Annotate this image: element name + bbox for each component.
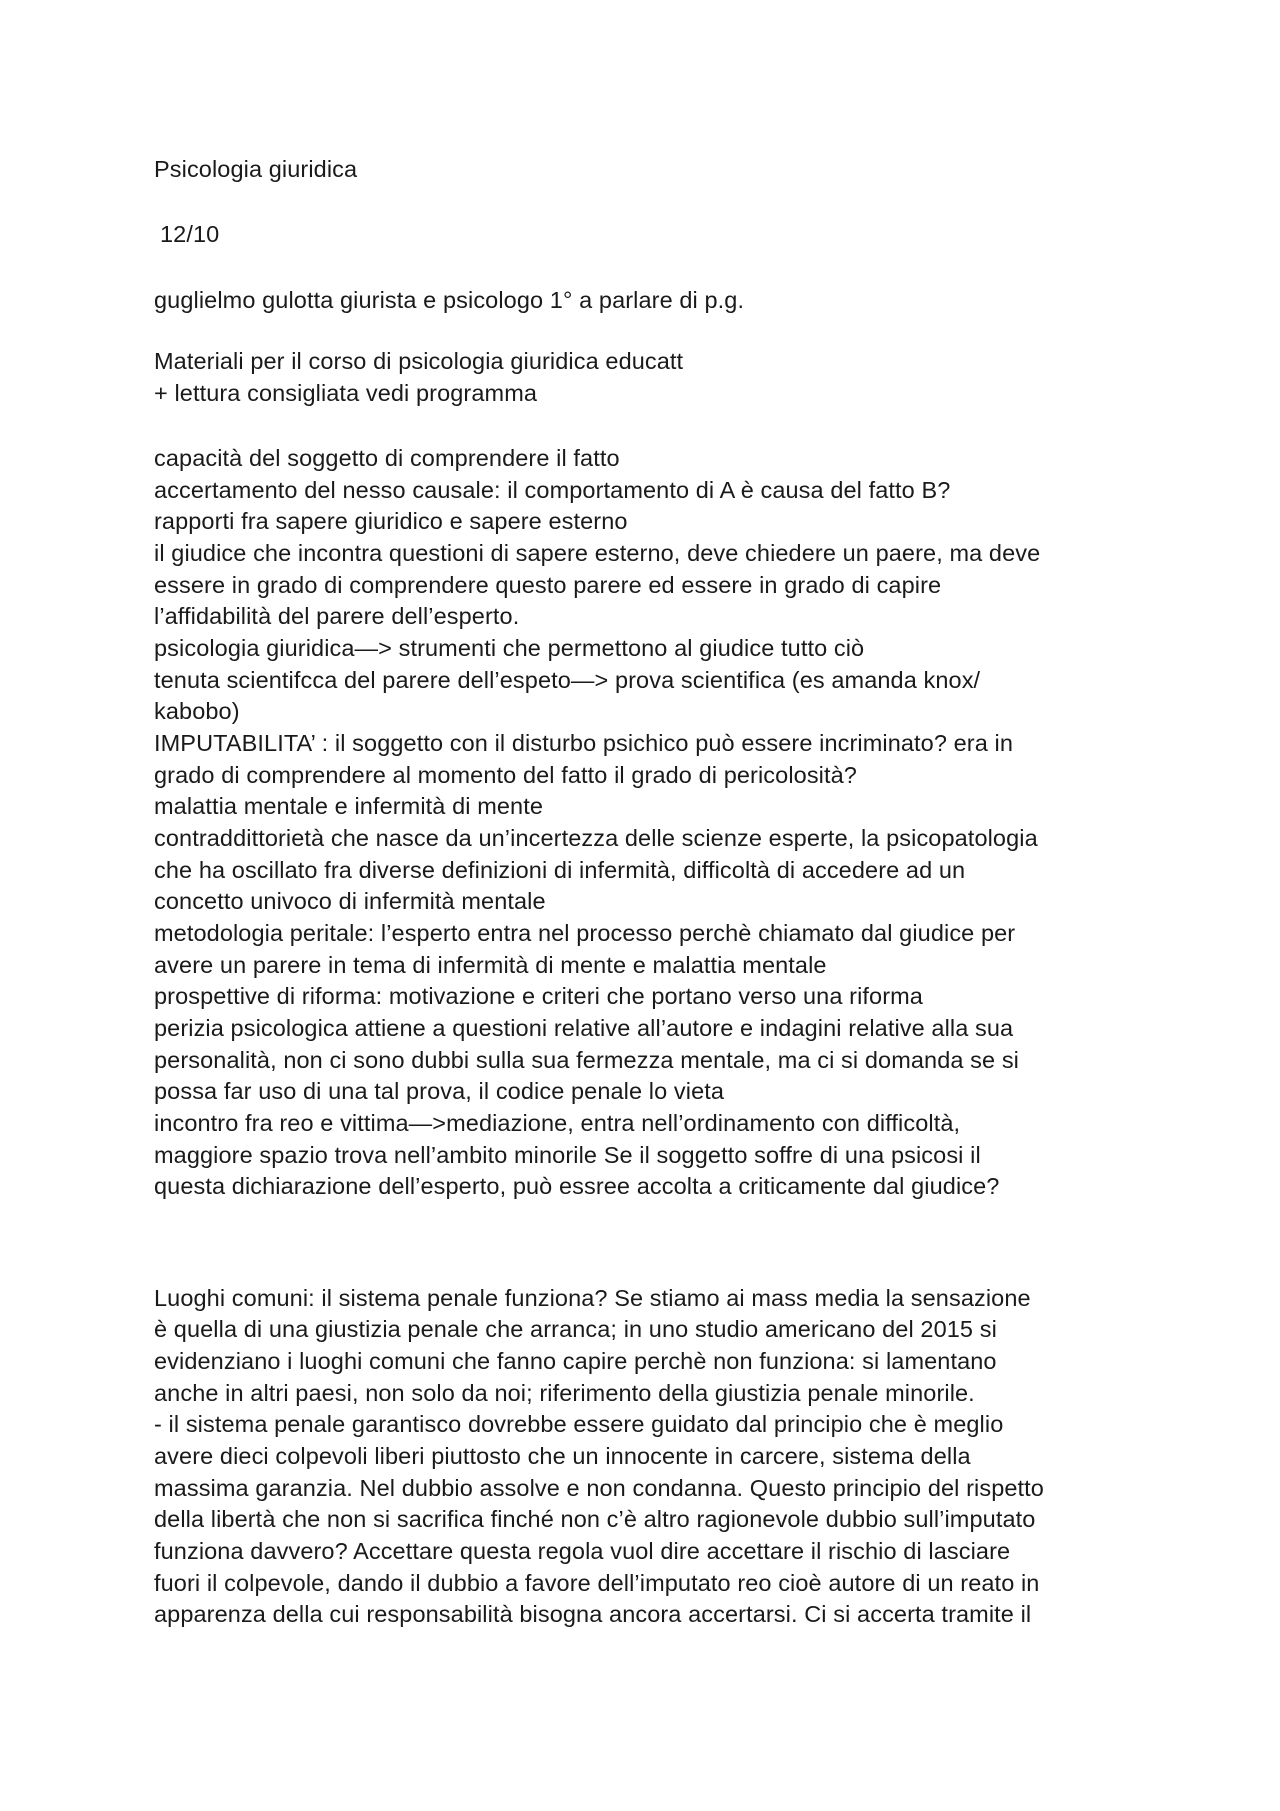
intro-line: guglielmo gulotta giurista e psicologo 1° a parlare di p.g. bbox=[154, 287, 745, 313]
materials-line: Materiali per il corso di psicologia giuridica educatt bbox=[154, 348, 684, 374]
notes-line: apparenza della cui responsabilità bisogna ancora accertarsi. Ci si accerta tramite il bbox=[154, 1601, 1032, 1627]
notes-line: tenuta scientifcca del parere dell’espeto—> prova scientifica (es amanda knox/ bbox=[154, 667, 981, 693]
notes-line: questa dichiarazione dell’esperto, può essree accolta a criticamente dal giudice? bbox=[154, 1173, 1000, 1199]
notes-line: metodologia peritale: l’esperto entra nel processo perchè chiamato dal giudice per bbox=[154, 920, 1016, 946]
notes-line: avere un parere in tema di infermità di mente e malattia mentale bbox=[154, 952, 827, 978]
notes-line: psicologia giuridica—> strumenti che permettono al giudice tutto ciò bbox=[154, 635, 865, 661]
notes-line: della libertà che non si sacrifica finché non c’è altro ragionevole dubbio sull’imputato bbox=[154, 1506, 1036, 1532]
notes-line: IMPUTABILITA’ : il soggetto con il disturbo psichico può essere incriminato? era in bbox=[154, 730, 1014, 756]
notes-line: funziona davvero? Accettare questa regola vuol dire accettare il rischio di lasciare bbox=[154, 1538, 1011, 1564]
notes-line: contraddittorietà che nasce da un’incertezza delle scienze esperte, la psicopatologia bbox=[154, 825, 1038, 851]
notes-line: rapporti fra sapere giuridico e sapere esterno bbox=[154, 508, 628, 534]
notes-line: avere dieci colpevoli liberi piuttosto che un innocente in carcere, sistema della bbox=[154, 1443, 971, 1469]
notes-line: è quella di una giustizia penale che arranca; in uno studio americano del 2015 si bbox=[154, 1316, 997, 1342]
notes-line: essere in grado di comprendere questo parere ed essere in grado di capire bbox=[154, 572, 942, 598]
materials-line: + lettura consigliata vedi programma bbox=[154, 380, 538, 406]
notes-line: personalità, non ci sono dubbi sulla sua fermezza mentale, ma ci si domanda se si bbox=[154, 1047, 1020, 1073]
document-title: Psicologia giuridica bbox=[154, 156, 358, 182]
notes-line: prospettive di riforma: motivazione e criteri che portano verso una riforma bbox=[154, 983, 923, 1009]
notes-line: anche in altri paesi, non solo da noi; riferimento della giustizia penale minorile. bbox=[154, 1380, 975, 1406]
notes-line: il giudice che incontra questioni di sapere esterno, deve chiedere un paere, ma deve bbox=[154, 540, 1041, 566]
notes-line: fuori il colpevole, dando il dubbio a favore dell’imputato reo cioè autore di un reato in bbox=[154, 1570, 1040, 1596]
notes-line: Luoghi comuni: il sistema penale funziona? Se stiamo ai mass media la sensazione bbox=[154, 1285, 1031, 1311]
notes-line: malattia mentale e infermità di mente bbox=[154, 793, 544, 819]
notes-line: concetto univoco di infermità mentale bbox=[154, 888, 546, 914]
document-date: 12/10 bbox=[160, 221, 220, 247]
notes-line: grado di comprendere al momento del fatto il grado di pericolosità? bbox=[154, 762, 857, 788]
notes-line: - il sistema penale garantisco dovrebbe essere guidato dal principio che è meglio bbox=[154, 1411, 1004, 1437]
notes-line: maggiore spazio trova nell’ambito minorile Se il soggetto soffre di una psicosi il bbox=[154, 1142, 981, 1168]
notes-line: accertamento del nesso causale: il comportamento di A è causa del fatto B? bbox=[154, 477, 951, 503]
notes-line: l’affidabilità del parere dell’esperto. bbox=[154, 603, 520, 629]
notes-line: kabobo) bbox=[154, 698, 240, 724]
notes-line: massima garanzia. Nel dubbio assolve e non condanna. Questo principio del rispetto bbox=[154, 1475, 1044, 1501]
notes-line: capacità del soggetto di comprendere il fatto bbox=[154, 445, 620, 471]
notes-line: possa far uso di una tal prova, il codice penale lo vieta bbox=[154, 1078, 725, 1104]
notes-line: incontro fra reo e vittima—>mediazione, entra nell’ordinamento con difficoltà, bbox=[154, 1110, 961, 1136]
notes-line: che ha oscillato fra diverse definizioni di infermità, difficoltà di accedere ad un bbox=[154, 857, 966, 883]
notes-line: evidenziano i luoghi comuni che fanno capire perchè non funziona: si lamentano bbox=[154, 1348, 997, 1374]
notes-line: perizia psicologica attiene a questioni relative all’autore e indagini relative alla sua bbox=[154, 1015, 1014, 1041]
